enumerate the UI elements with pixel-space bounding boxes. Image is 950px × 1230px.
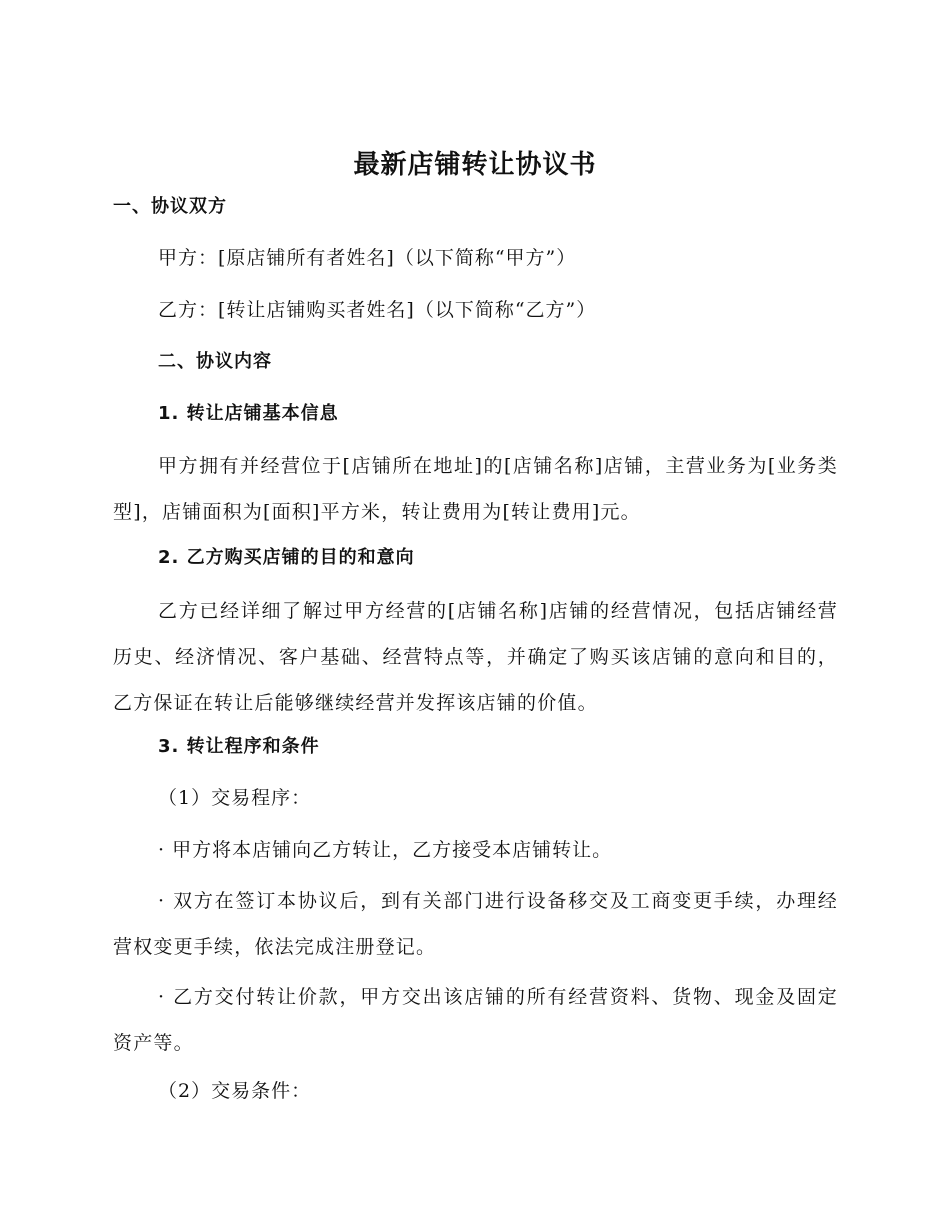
party-a-line: 甲方：[原店铺所有者姓名]（以下简称“甲方”） [158, 247, 577, 269]
subsection-heading-purpose: 2. 乙方购买店铺的目的和意向 [158, 547, 415, 568]
conditions-label: （2）交易条件： [158, 1080, 312, 1102]
paragraph-purpose: 乙方已经详细了解过甲方经营的[店铺名称]店铺的经营情况，包括店铺经营历史、经济情况、客户基础、经营特点等，并确定了购买该店铺的意向和目的，乙方保证在转让后能够继续经营并发挥该店铺的价值。 [113, 600, 838, 714]
party-b-line: 乙方：[转让店铺购买者姓名]（以下简称“乙方”） [158, 299, 597, 321]
subsection-heading-procedure: 3. 转让程序和条件 [158, 736, 320, 757]
bullet-registration: · 双方在签订本协议后，到有关部门进行设备移交及工商变更手续，办理经营权变更手续，依法完成注册登记。 [113, 890, 838, 958]
bullet-transfer: · 甲方将本店铺向乙方转让，乙方接受本店铺转让。 [158, 839, 613, 861]
paragraph-basic-info: 甲方拥有并经营位于[店铺所在地址]的[店铺名称]店铺，主营业务为[业务类型]，店铺面积为[面积]平方米，转让费用为[转让费用]元。 [113, 455, 838, 523]
document-title: 最新店铺转让协议书 [353, 150, 597, 180]
subsection-heading-basic-info: 1. 转让店铺基本信息 [158, 403, 339, 424]
procedure-label: （1）交易程序： [158, 787, 312, 809]
section-heading-content: 二、协议内容 [158, 351, 272, 372]
bullet-payment: · 乙方交付转让价款，甲方交出该店铺的所有经营资料、货物、现金及固定资产等。 [113, 986, 838, 1054]
section-heading-parties: 一、协议双方 [113, 196, 227, 217]
